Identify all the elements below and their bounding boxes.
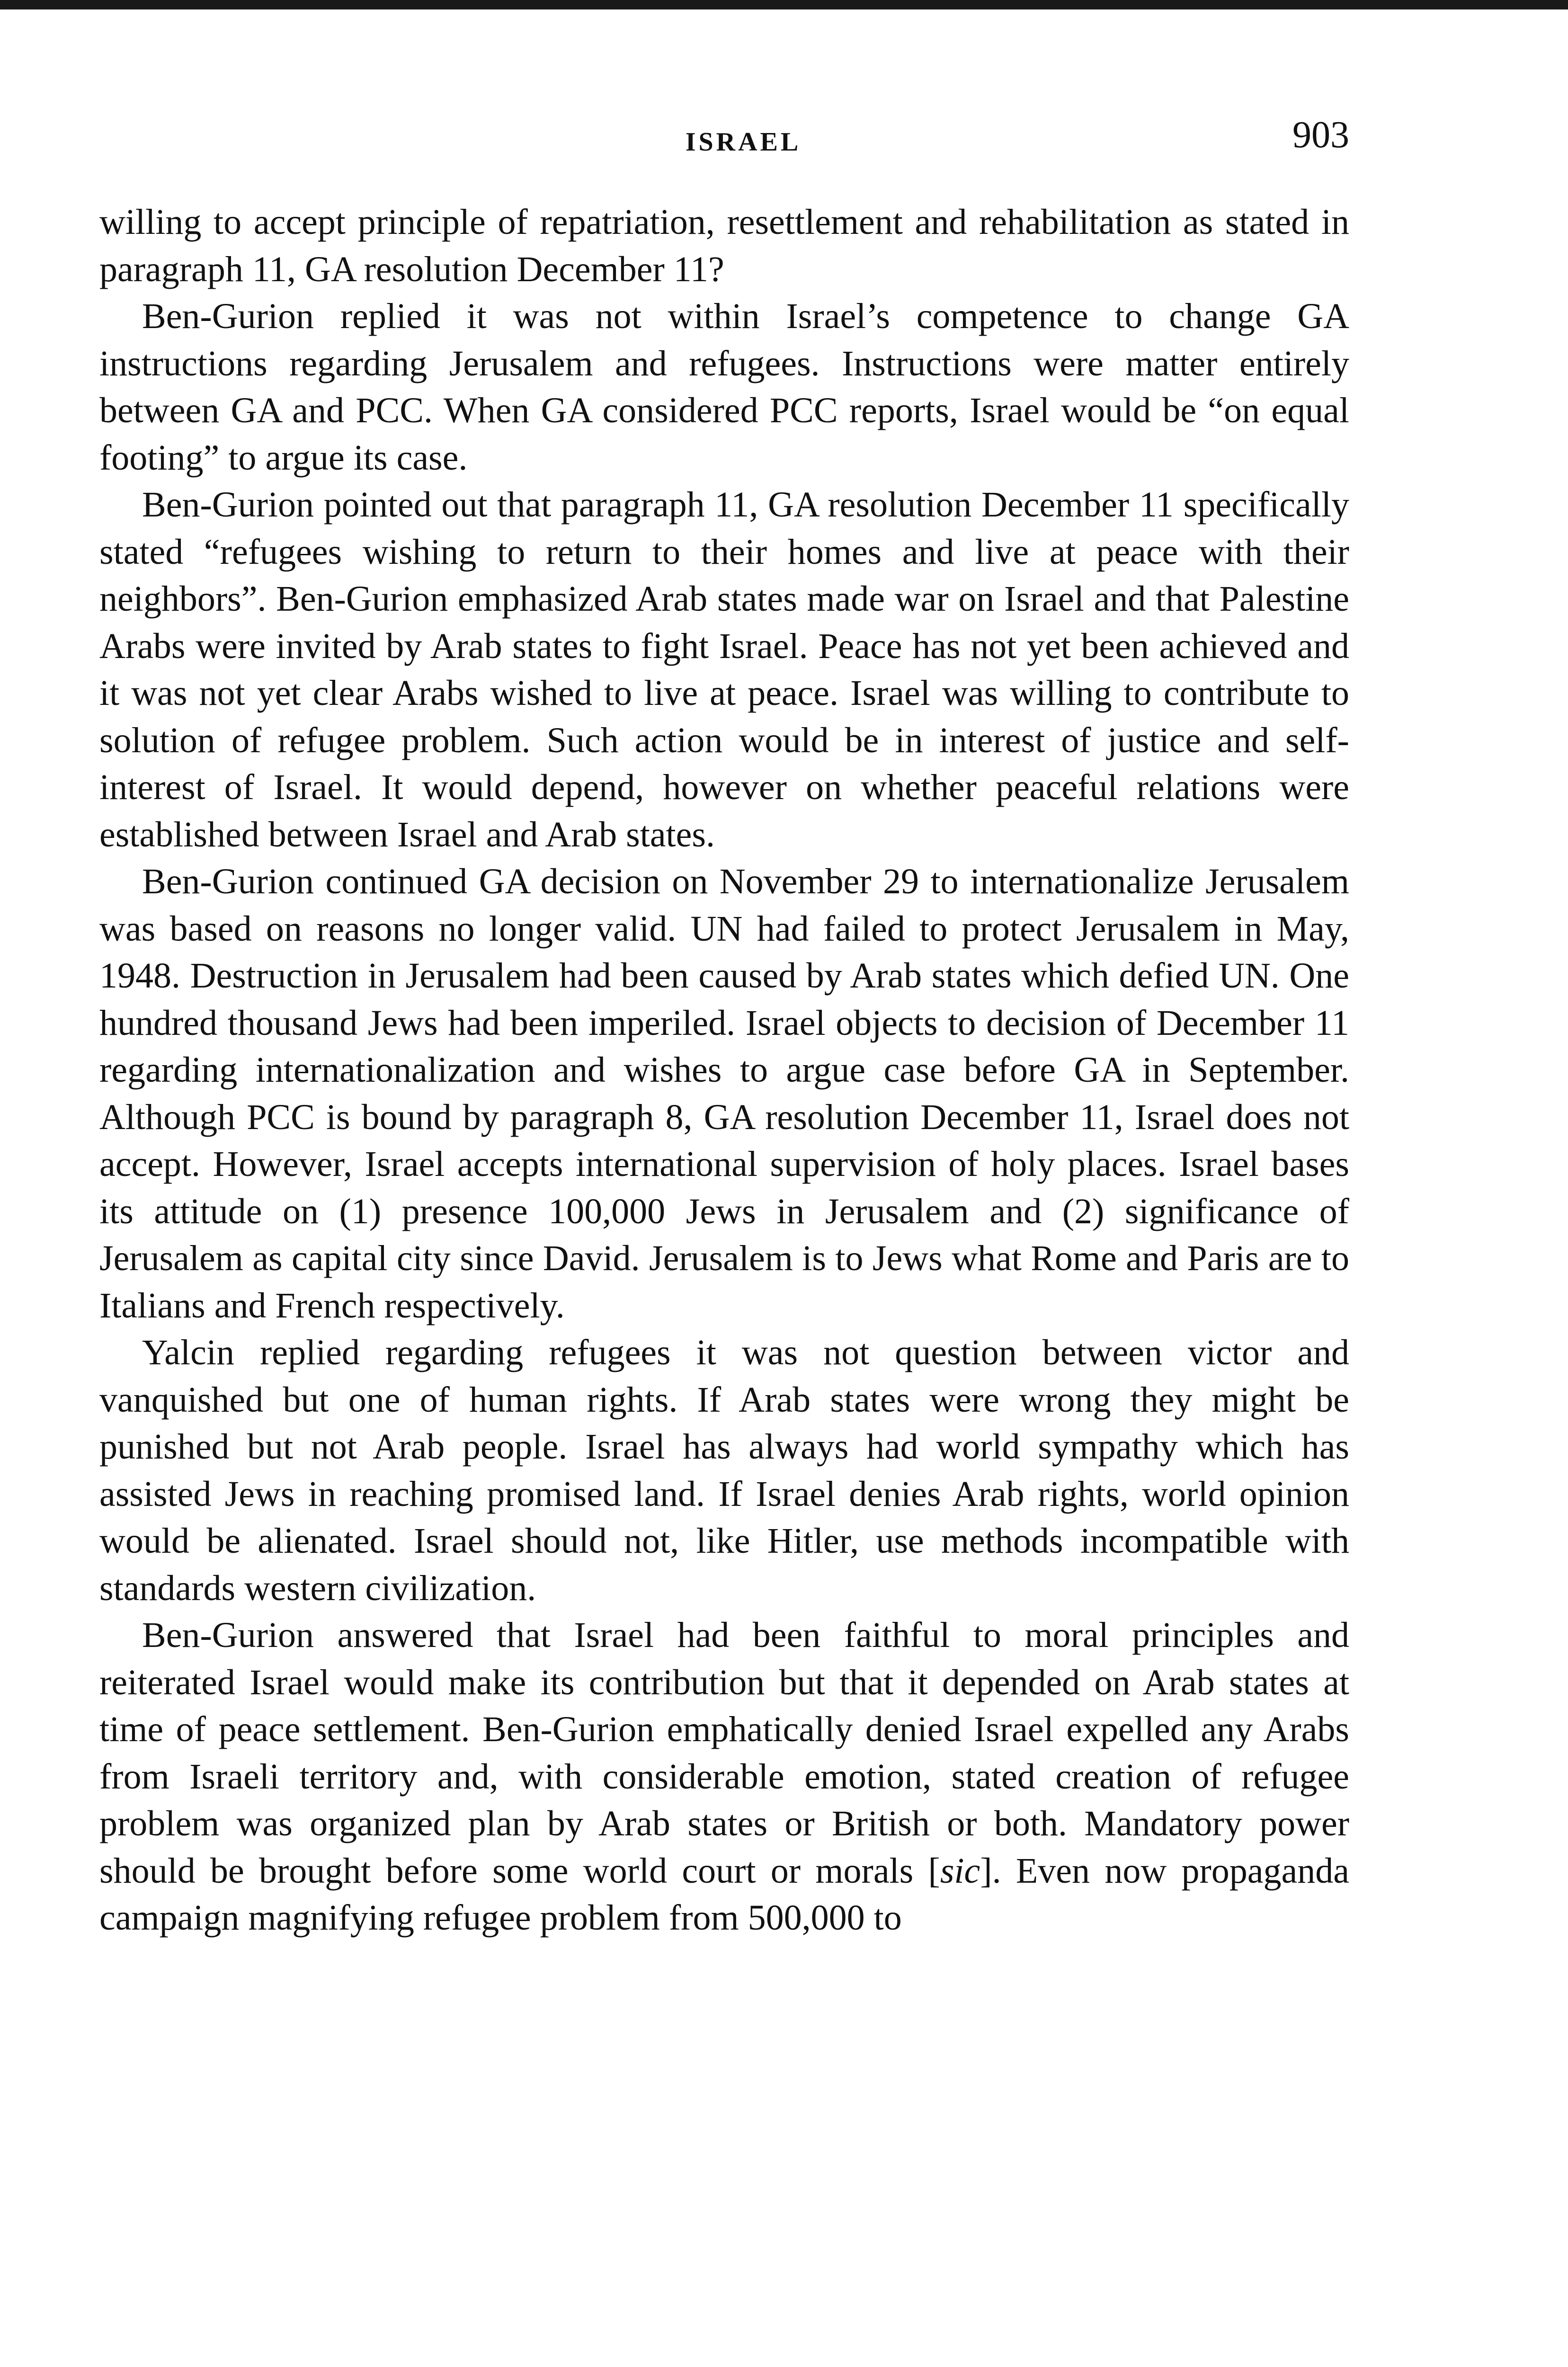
page-number: 903 [1292, 114, 1349, 156]
running-head [0, 114, 1568, 166]
top-edge-rule [0, 0, 1568, 9]
paragraph-text-before-sic: Ben-Gurion answered that Israel had been faithful to moral principles and reiterated Israel would make its contribution but that it depended on Arab states at time of peace settlement. Ben-Gurion emphatically denied Israel expelled any Arabs from Israeli territory and, with considerable emotion, stated creation of refugee problem was organized plan by Arab states or British or both. Mandatory power should be brought before some world court or morals [ [99, 1615, 1349, 1891]
paragraph-text-after-sic: ]. Even now propaganda campaign magnifying refugee problem from 500,000 to [99, 1851, 1349, 1938]
paragraph-yalcin-reply: Yalcin replied regarding refugees it was not question between victor and vanquished but one of human rights. If Arab states were wrong they might be punished but not Arab people. Israel has always had world sympathy which has assisted Jews in reaching promised land. If Israel denies Arab rights, world opinion would be alienated. Israel should not, like Hitler, use methods incompatible with standards western civilization. [99, 1333, 1349, 1608]
paragraph-ben-gurion-answer [99, 1612, 1349, 1942]
sic-annotation: sic [940, 1851, 980, 1891]
paragraph-continued: willing to accept principle of repatriation, resettlement and rehabilitation as stated in paragraph 11, GA resolution December 11? [99, 202, 1349, 289]
paragraph-ben-gurion-competence: Ben-Gurion replied it was not within Israel’s competence to change GA instructions regarding Jerusalem and refugees. Instructions were matter entirely between GA and PCC. When GA considered PCC reports, Israel would be “on equal footing” to argue its case. [99, 296, 1349, 478]
paragraph-ben-gurion-jerusalem: Ben-Gurion continued GA decision on November 29 to internationalize Jerusalem was based on reasons no longer valid. UN had failed to protect Jerusalem in May, 1948. Destruction in Jerusalem had been caused by Arab states which defied UN. One hundred thousand Jews had been imperiled. Israel objects to decision of December 11 regarding internationalization and wishes to argue case before GA in September. Although PCC is bound by paragraph 8, GA resolution December 11, Israel does not accept. However, Israel accepts international supervision of holy places. Israel bases its attitude on (1) presence 100,000 Jews in Jerusalem and (2) significance of Jerusalem as capital city since David. Jerusalem is to Jews what Rome and Paris are to Italians and French respectively. [99, 862, 1349, 1326]
paragraph-ben-gurion-refugees: Ben-Gurion pointed out that paragraph 11, GA resolution December 11 specifically stated “refugees wishing to return to their homes and live at peace with their neighbors”. Ben-Gurion emphasized Arab states made war on Israel and that Palestine Arabs were invited by Arab states to fight Israel. Peace has not yet been achieved and it was not yet clear Arabs wished to live at peace. Israel was willing to contribute to solution of refugee problem. Such action would be in interest of justice and self-interest of Israel. It would depend, however on whether peaceful relations were established between Israel and Arab states. [99, 485, 1349, 854]
body-text [99, 199, 1349, 1942]
running-title: ISRAEL [685, 127, 802, 157]
